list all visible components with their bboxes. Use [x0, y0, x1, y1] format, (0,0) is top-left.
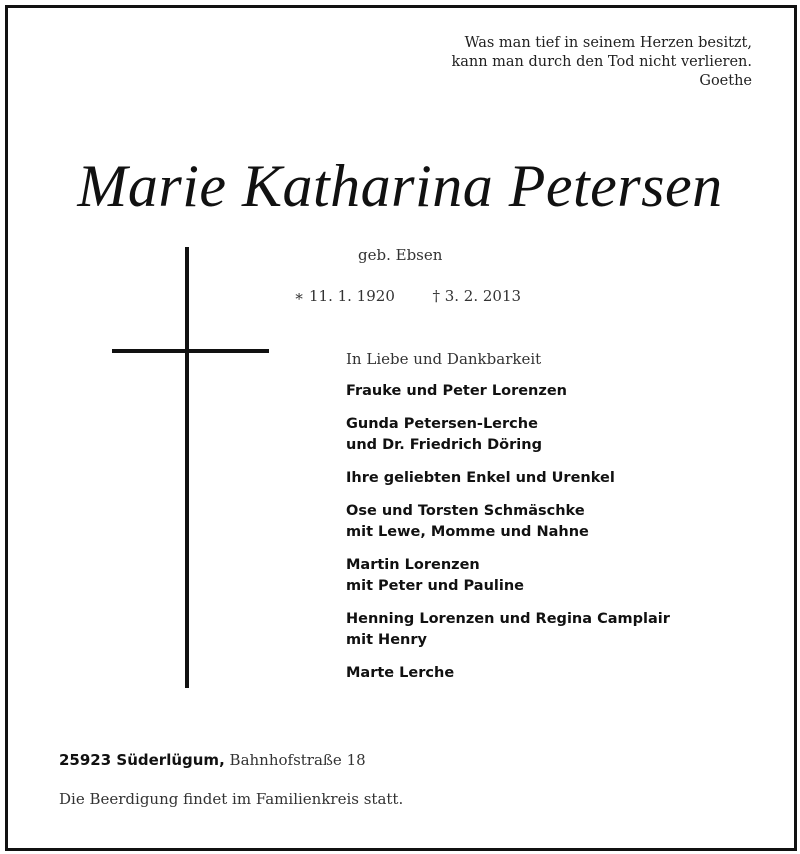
- mourner-line: Henning Lorenzen und Regina Camplair: [346, 611, 670, 627]
- address-street: Bahnhofstraße 18: [229, 751, 366, 769]
- cross-vertical-bar: [185, 247, 189, 688]
- death-date: 3. 2. 2013: [444, 287, 522, 305]
- mourners-list: [346, 349, 766, 696]
- mourner-line: und Dr. Friedrich Döring: [346, 437, 542, 453]
- quote-author: Goethe: [699, 73, 752, 89]
- mourner-group: [346, 381, 766, 402]
- deceased-name: Marie Katharina Petersen: [77, 153, 723, 219]
- birth-star-icon: ∗: [294, 287, 305, 305]
- life-dates: [294, 287, 521, 305]
- maiden-name: geb. Ebsen: [358, 246, 443, 264]
- funeral-note: Die Beerdigung findet im Familienkreis statt.: [59, 790, 404, 808]
- mourner-group: [346, 414, 766, 456]
- mourner-group: [346, 468, 766, 489]
- mourner-line: Frauke und Peter Lorenzen: [346, 383, 567, 399]
- mourner-group: [346, 663, 766, 684]
- mourner-line: Marte Lerche: [346, 665, 455, 681]
- mourner-group: [346, 501, 766, 543]
- quote-line-2: kann man durch den Tod nicht verlieren.: [451, 54, 752, 70]
- address-city: 25923 Süderlügum,: [59, 751, 225, 769]
- mourner-line: mit Lewe, Momme und Nahne: [346, 524, 589, 540]
- mourner-line: Ihre geliebten Enkel und Urenkel: [346, 470, 615, 486]
- mourner-line: Ose und Torsten Schmäschke: [346, 503, 585, 519]
- quote-line-1: Was man tief in seinem Herzen besitzt,: [464, 35, 752, 51]
- family-address: [59, 751, 366, 769]
- mourner-line: Martin Lorenzen: [346, 557, 480, 573]
- death-dagger-icon: †: [432, 287, 440, 305]
- mourner-group: [346, 609, 766, 651]
- mourner-line: Gunda Petersen-Lerche: [346, 416, 538, 432]
- mourner-line: mit Peter und Pauline: [346, 578, 525, 594]
- cross-horizontal-bar: [112, 349, 269, 353]
- mourner-line: mit Henry: [346, 632, 427, 648]
- mourner-group: [346, 555, 766, 597]
- goethe-quote: [451, 34, 752, 91]
- mourners-intro: In Liebe und Dankbarkeit: [346, 350, 542, 368]
- birth-date: 11. 1. 1920: [308, 287, 395, 305]
